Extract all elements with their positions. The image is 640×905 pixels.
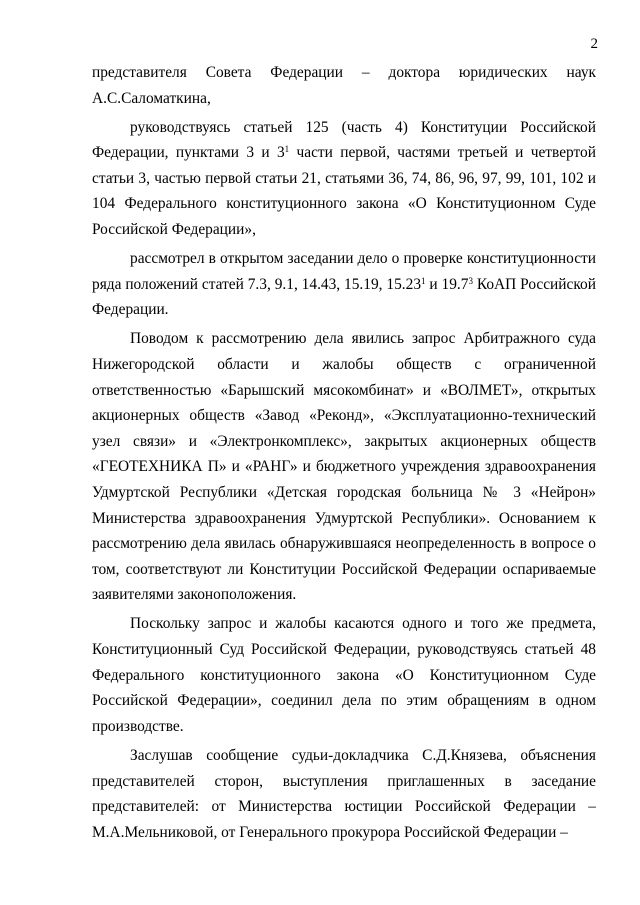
paragraph-grounds: Поводом к рассмотрению дела явились запрос Арбитражного суда Нижегородской области и жалобы обществ с ограниченной ответственностью «Барышский мясокомбинат» и «ВОЛМЕТ», открытых акционерных обществ «Завод «Реконд», «Эксплуатационно-технический узел связи» и «Электронкомплекс», закрытых акционерных обществ «ГЕОТЕХНИКА П» и «РАНГ» и бюджетного учреждения здравоохранения Удмуртской Республики «Детская городская больница № 3 «Нейрон» Министерства здравоохранения Удмуртской Республики». Основанием к рассмотрению дела явилась обнаружившаяся неопределенность в вопросе о том, соответствуют ли Конституции Российской Федерации оспариваемые заявителями законоположения. — [92, 330, 596, 604]
case-consideration-text-mid: и 19.7 — [425, 275, 469, 293]
paragraph-continuation: представителя Совета Федерации – доктора юридических наук А.С.Саломаткина, — [92, 64, 596, 107]
document-body — [92, 60, 596, 849]
superscript-article-1: 1 — [421, 275, 426, 286]
legal-basis-text-end: части первой, частями третьей и четвертой статьи 3, частью первой статьи 21, статьями 36, 74, 86, 96, 97, 99, 101, 102 и 104 Федерального конституционного закона «О Конституционном Суде Российской Федерации», — [92, 144, 596, 239]
paragraph-hearing: Заслушав сообщение судьи-докладчика С.Д.Князева, объяснения представителей сторон, выступления приглашенных в заседание представителей: от Министерства юстиции Российской Федерации – М.А.Мельниковой, от Генерального прокурора Российской Федерации – — [92, 746, 596, 841]
case-consideration-text-start: рассмотрел в открытом заседании дело о проверке конституционности ряда положений статей 7.3, 9.1, 14.43, 15.19, 15.23 — [92, 250, 596, 293]
paragraph-case-consideration — [92, 246, 596, 323]
superscript-footnote: 1 — [284, 144, 290, 155]
paragraph-joinder: Поскольку запрос и жалобы касаются одного и того же предмета, Конституционный Суд Российской Федерации, руководствуясь статьей 48 Федерального конституционного закона «О Конституционном Суде Российской Федерации», соединил дела по этим обращениям в одном производстве. — [92, 615, 596, 735]
paragraph-legal-basis — [92, 115, 596, 243]
page-number: 2 — [590, 36, 598, 52]
legal-basis-text-start: руководствуясь статьей 125 (часть 4) Конституции Российской Федерации, пунктами 3 и 3 — [92, 118, 596, 162]
superscript-article-2: 3 — [468, 275, 473, 286]
case-consideration-text-end: КоАП Российской Федерации. — [92, 275, 596, 319]
